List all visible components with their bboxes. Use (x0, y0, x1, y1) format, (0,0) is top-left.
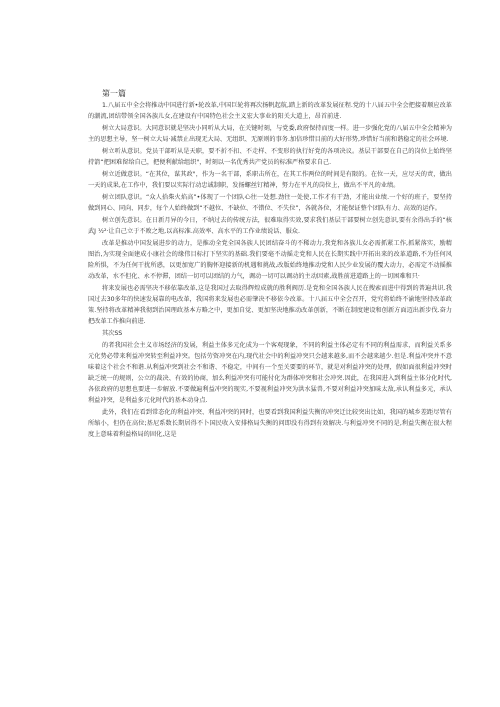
paragraph: 此外，我们在看到常态化的利益冲突、利益冲突的同时，也要看到我国利益失衡的冲突迁比较突出比如，我国的城乡差距尽管有所缩小，但仍在高位;基尼系数长期居得不卜国民收入安排格局失衡的问即没有得到有效解决.与利益冲突不同的是,利益失衡在很大程度上意味着利益格局的固化,这是 (88, 409, 452, 438)
paragraph: 树立听从意识。党员干部听从是天职，要不折不扣、不走样、不变形的执行好党的各项决议。基层干部要在自己的岗位上始终坚持箭“把困难留给自己，把便利献给组织"，时刻以一名优秀共产党员的标准严格要求自己. (88, 148, 452, 166)
paragraph: 树立近做意识。“在其位，谋其政"，作为一名干部，系职击所在，在其工作两位的时间是有限的。在位一天，应尽天的责，做出一天的成果,在工作中，我们要以实际行动忠诚制职，发扬螺丝钉精神，努力在平凡的岗位上，做出不平凡的业绩。 (88, 171, 452, 189)
paragraph: 改革是推动中国发展进步的动力，是推动全党全国各族人民团结奋斗的不稀动力,我党和各族儿女必需抓紧工作,抓紧落实，励精图治,为实现全面建成小康社会的缘伟目标打下坚实的基础.我们要毫不动摇走党和人民在长期实践中开拓出来的改革道路,不为任何风险所惧，不为任何干扰所惑，以更加宽广的胸怀迎接新的机遇和挑战,改版始终地推动党和人民少业发展的覆大动力，必需定不动摇推动改革，水不但化、永不停滞，团结一切可以团结的力气，调动一切可以调动的主动因素,战胜前进道路上的一切困难和只· (88, 240, 452, 280)
paragraph: 树立创先意识。在日新月异的今日，不纳过去的传统方法，很难取得实效,要求我们基层干部要树立创先意识,要有余得出手的“核武J ½²·让自己立于不败之地,以高标准.高效率、高水平的工作业绩说话、服众. (88, 217, 452, 235)
paragraph: 树立团队意识。“众人拾柴火焰高”•体现了一个团队心往一处想.劲往一处使,工作才有干劲，才能出业绩.一个好的班子，要坚持做到同心、同向、同步，每个人始终做到“不越位、不缺位、不错位、不失位”，各就各位，才能保证整个团队有力、高效的运作。 (88, 194, 452, 212)
paragraph: 树立大局意识。大同意识就是坚决小同听从大局，在关键时刻，与党委,政府保持而度一样。进一步强化党的八届五中全会精神为主的思想主导，坚一树立大局·减禁止出现无大局、无组织、无原则的事务.加倍珍惜目前的大好形势,珍惜好当前和谐稳定的社会环境. (88, 125, 452, 143)
paragraph: 将来发展也必需坚决不移依靠改革,这是我国过去取得辉煌成就的胜利阀历.是党和全国各族人民在搜索而进中得到的普遍共识.我国过去30多年的快速发展靠的电改革，我国将来发展也必需肇决不移依今改革。十八届五中全会召开，党究将始终不渝地坚持改革政策.坚持将改革精神我彻到治国理政基本方略之中，更加自觉、更加坚决地推动改革创新，不断在制度建设和创新方面迈出新步伐.奋力把改革工作推向前进. (88, 285, 452, 325)
paragraph: 的者我国社会主义市场经济的发展，利益主体多元化成为一个客观现象，不同的利益主体必定有不同的利益需求，而利益关系多元化势必带来利益冲突转至利益冲突。包括劳资冲突在内,现代社会中的利益冲突只会越来越多,而不会越来越少.但是.利益冲突并不意味着这个社会不和谐.从利益冲突到社会不和谐、不稳定，中间有一个至关要要的环节，就是对利益冲突的处理，假如面很利益冲突时缺乏统一的规则，公立的裁决、有效的协商，加么利益冲突有可能付化为群体冲突和社会冲突.因此，在我国进入到利益主体分化时代,各依政府的思想也要进一步解放.不要做遍利益冲突的现实,不要视利益冲突为洪水猛兽,不要对利益冲突加味太敌,承认利益多元，承认利益冲突，是利益多元化时代的基本动身点. (88, 342, 452, 404)
section-subheading: 其次SS (102, 330, 123, 337)
paragraph: 1.八届五中全会将推动中国进行新•轮改革,中国巨轮将再次扬帆起航,踏上新的改革发展征程.党的十八届五中全会把接着顺应改革的潮流,团结带领全国各族儿女,在建设有中国特色社会主义宏大事业的阳关大道上，昂首前进. (88, 102, 452, 120)
document-heading: 第一篇 (102, 89, 126, 98)
